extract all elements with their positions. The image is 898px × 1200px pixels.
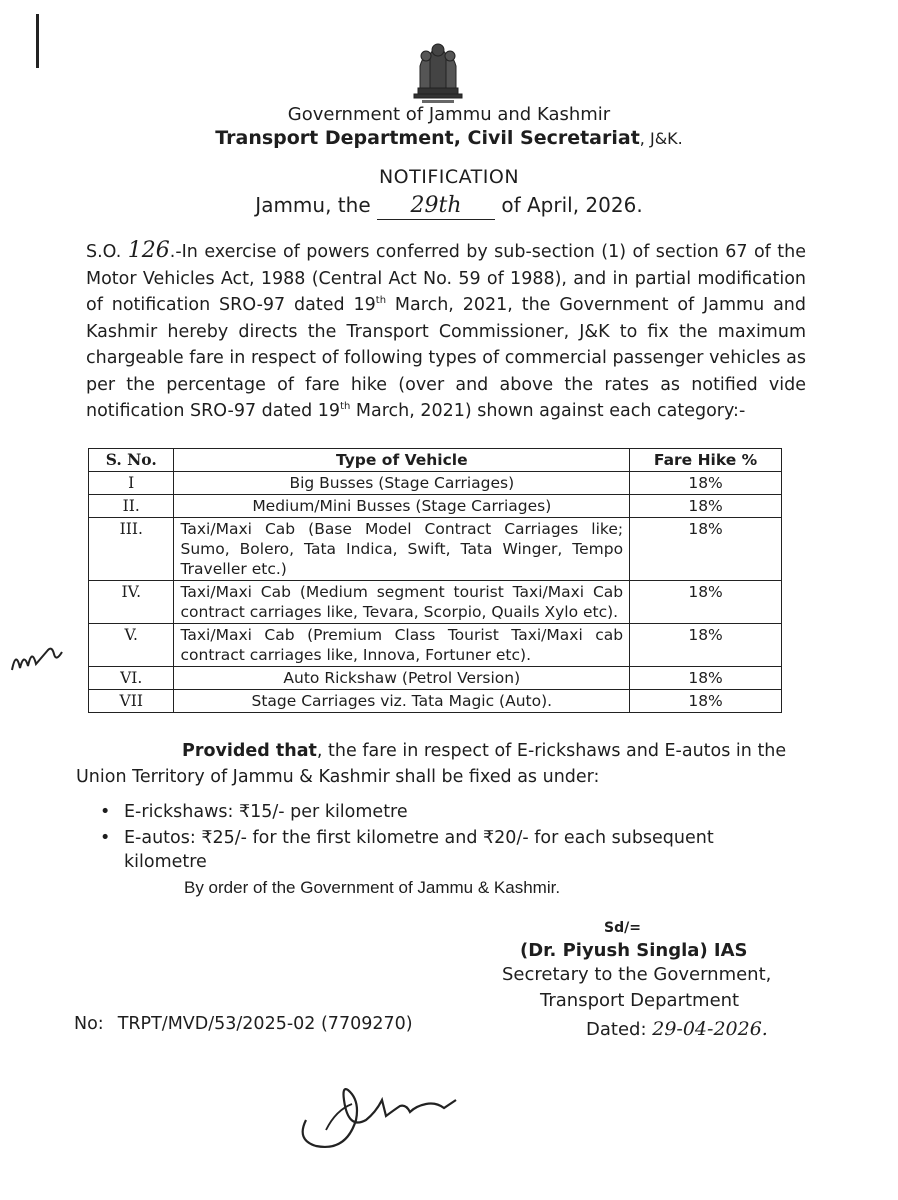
row-sno: VII [89,690,174,713]
order-paragraph [86,238,806,425]
table-row [89,472,782,495]
table-row [89,667,782,690]
proviso-lead: Provided that [182,741,317,761]
date-prefix: Jammu, the [255,193,371,217]
table-row [89,581,782,624]
row-vehicle-type: Stage Carriages viz. Tata Magic (Auto). [174,690,630,713]
row-fare-hike: 18% [630,624,782,667]
table-row [89,495,782,518]
header-type: Type of Vehicle [174,449,630,472]
e-vehicle-fare-list [96,800,796,876]
department-heading [0,127,898,149]
paragraph-part-3: March, 2021) shown against each category:- [350,401,746,421]
row-sno: III. [89,518,174,581]
row-vehicle-type: Big Busses (Stage Carriages) [174,472,630,495]
row-vehicle-type: Taxi/Maxi Cab (Medium segment tourist Taxi/Maxi Cab contract carriages like, Tevara, Scorpio, Quails Xylo etc). [174,581,630,624]
issuing-government: Government of Jammu and Kashmir [287,104,611,125]
row-sno: IV. [89,581,174,624]
row-fare-hike: 18% [630,518,782,581]
fare-hike-table [88,448,782,713]
department-name: Transport Department, Civil Secretariat [215,127,640,149]
row-fare-hike: 18% [630,495,782,518]
table-row [89,690,782,713]
paragraph-part-1: .-In exercise of powers conferred by sub-section (1) of section 67 of the Motor Vehicles Act, 1988 (Central Act No. 59 of 1988), and in partial modification of notification SRO-97 dated 19 [86,242,806,315]
document-title: NOTIFICATION [378,166,520,188]
handwritten-signature [286,1060,466,1160]
dated-value: 29-04-2026. [652,1018,768,1040]
date-line [0,193,898,220]
row-sno: VI. [89,667,174,690]
list-item: • E-autos: ₹25/- for the first kilometre and ₹20/- for each subsequent kilometre [96,826,796,874]
table-header-row [89,449,782,472]
state-emblem-icon [404,38,472,108]
reference-number [74,1014,413,1034]
by-order-line: By order of the Government of Jammu & Kashmir. [184,878,561,897]
row-fare-hike: 18% [630,472,782,495]
proviso-text: , the fare in respect of E-rickshaws and E-autos in the Union Territory of Jammu & Kashmir shall be fixed as under: [76,741,787,787]
department-suffix: , J&K. [639,129,683,148]
reference-value: TRPT/MVD/53/2025-02 (7709270) [117,1014,413,1034]
so-number-handwritten: 126 [127,238,170,263]
dated-line [586,1018,768,1040]
row-vehicle-type: Taxi/Maxi Cab (Premium Class Tourist Taxi/Maxi cab contract carriages like, Innova, Fortuner etc). [174,624,630,667]
header-fare: Fare Hike % [630,449,782,472]
row-vehicle-type: Taxi/Maxi Cab (Base Model Contract Carriages like; Sumo, Bolero, Tata Indica, Swift, Tata Winger, Tempo Traveller etc.) [174,518,630,581]
row-sno: V. [89,624,174,667]
row-sno: I [89,472,174,495]
dated-label: Dated: [586,1019,647,1040]
signatory-name: (Dr. Piyush Singla) IAS [520,940,748,961]
signatory-designation: Secretary to the Government, [502,964,772,985]
signed-mark: Sd/= [604,920,641,936]
so-prefix: S.O. [86,242,122,262]
signatory-department: Transport Department [540,990,740,1011]
row-sno: II. [89,495,174,518]
ordinal-suffix: th [340,401,351,413]
margin-pen-mark [36,14,39,68]
row-fare-hike: 18% [630,690,782,713]
date-suffix: of April, 2026. [501,193,643,217]
paragraph-part-2: March, 2021, the Government of Jammu and Kashmir hereby directs the Transport Commissioner, J&K to fix the maximum chargeable fare in respect of following types of commercial passenger vehicles as per the percentage of fare hike (over and above the rates as notified vide notification SRO-97 dated 19 [86,295,806,421]
date-day-handwritten: 29th [377,197,495,220]
proviso-paragraph [76,738,802,790]
row-vehicle-type: Medium/Mini Busses (Stage Carriages) [174,495,630,518]
table-row [89,624,782,667]
row-fare-hike: 18% [630,667,782,690]
row-vehicle-type: Auto Rickshaw (Petrol Version) [174,667,630,690]
margin-initials-scribble [8,640,66,680]
header-sno: S. No. [89,449,174,472]
table-row [89,518,782,581]
ordinal-suffix: th [375,295,387,307]
list-item: • E-rickshaws: ₹15/- per kilometre [96,800,796,824]
row-fare-hike: 18% [630,581,782,624]
reference-label: No: [74,1014,104,1034]
